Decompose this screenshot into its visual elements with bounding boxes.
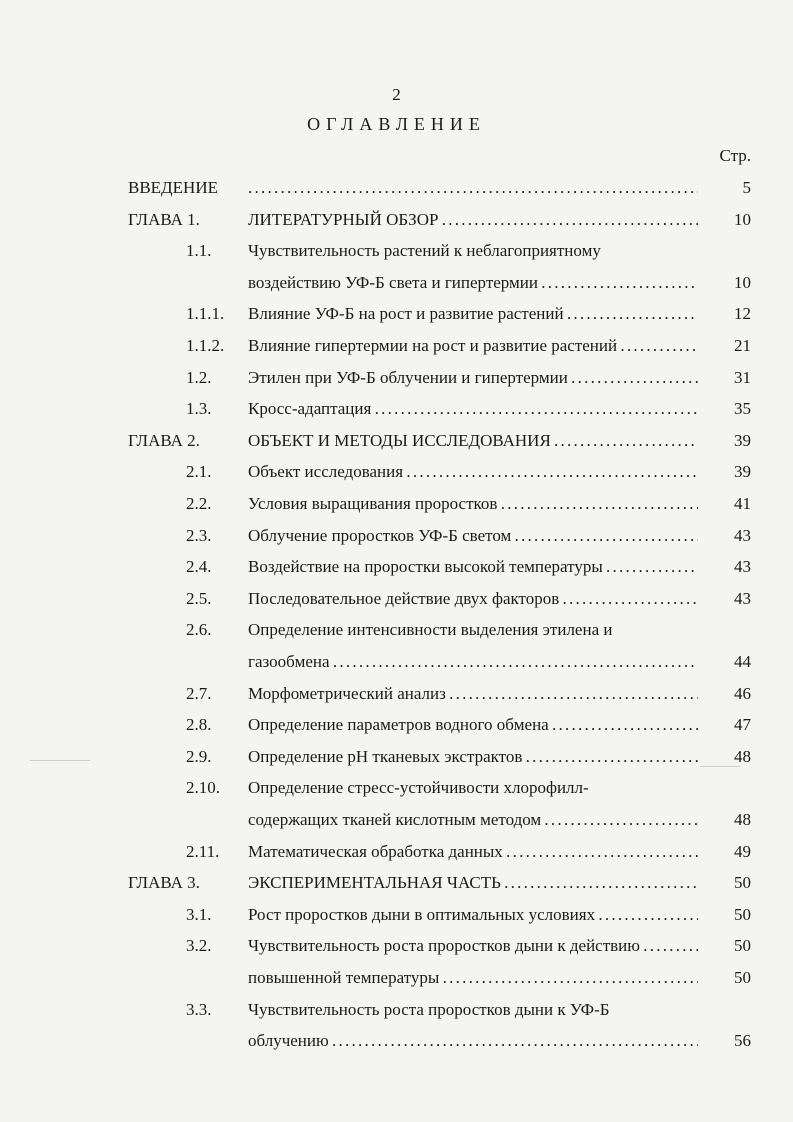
toc-entry-page: 43	[734, 589, 751, 608]
page-column-label: Стр.	[719, 146, 751, 165]
toc-entry-title: Объект исследования . . .	[248, 461, 698, 483]
toc-entry-title: Облучение проростков УФ-Б светом . . .	[248, 525, 698, 547]
toc-entry-number: 3.1.	[186, 905, 212, 924]
toc-entry-title: Определение стресс-устойчивости хлорофилл-	[248, 778, 589, 797]
toc-entry-title: Этилен при УФ-Б облучении и гипертермии . . .	[248, 367, 698, 389]
toc-entry-title: содержащих тканей кислотным методом . . .	[248, 809, 698, 831]
toc-entry-page: 49	[734, 842, 751, 861]
toc-entry-page: 48	[734, 810, 751, 829]
toc-entry-title: Чувствительность роста проростков дыни к УФ-Б	[248, 1000, 610, 1019]
toc-entry-number: 2.5.	[186, 589, 212, 608]
toc-entry-title: Влияние УФ-Б на рост и развитие растений . . .	[248, 303, 698, 325]
toc-entry-title: облучению . . .	[248, 1030, 698, 1052]
toc-row	[0, 935, 793, 965]
toc-entry-title: Условия выращивания проростков . . .	[248, 493, 698, 515]
toc-row	[0, 303, 793, 333]
toc-row	[0, 240, 793, 270]
toc-entry-number: ВВЕДЕНИЕ	[128, 178, 218, 197]
toc-entry-number: 1.3.	[186, 399, 212, 418]
toc-entry-page: 21	[734, 336, 751, 355]
toc-entry-page: 46	[734, 684, 751, 703]
toc-row	[0, 493, 793, 523]
toc-entry-number: 1.1.2.	[186, 336, 225, 355]
toc-row	[0, 714, 793, 744]
toc-entry-page: 5	[742, 178, 751, 197]
toc-entry-number: 3.3.	[186, 1000, 212, 1019]
toc-row	[0, 525, 793, 555]
toc-row	[0, 967, 793, 997]
toc-entry-page: 41	[734, 494, 751, 513]
toc-entry-title	[248, 177, 698, 199]
toc-entry-page: 10	[734, 273, 751, 292]
toc-row	[0, 651, 793, 681]
toc-entry-page: 50	[734, 968, 751, 987]
toc-entry-page: 43	[734, 526, 751, 545]
scan-artifact	[700, 766, 740, 767]
toc-entry-number: 1.1.	[186, 241, 212, 260]
toc-entry-page: 50	[734, 905, 751, 924]
toc-row	[0, 556, 793, 586]
toc-entry-title: газообмена . . .	[248, 651, 698, 673]
toc-row	[0, 367, 793, 397]
scan-artifact	[30, 760, 90, 761]
toc-entry-number: ГЛАВА 3.	[128, 873, 200, 892]
toc-entry-number: 2.9.	[186, 747, 212, 766]
page-number: 2	[392, 85, 401, 104]
toc-entry-page: 39	[734, 431, 751, 450]
toc-entry-page: 31	[734, 368, 751, 387]
toc-entry-page: 43	[734, 557, 751, 576]
toc-entry-page: 50	[734, 873, 751, 892]
toc-entry-number: 2.11.	[186, 842, 220, 861]
toc-entry-number: 1.2.	[186, 368, 212, 387]
toc-row	[0, 335, 793, 365]
toc-entry-number: ГЛАВА 2.	[128, 431, 200, 450]
toc-entry-number: 3.2.	[186, 936, 212, 955]
page-title: ОГЛАВЛЕНИЕ	[307, 114, 486, 134]
toc-row	[0, 619, 793, 649]
toc-row	[0, 999, 793, 1029]
toc-entry-page: 10	[734, 210, 751, 229]
toc-entry-number: 2.2.	[186, 494, 212, 513]
toc-entry-number: 2.4.	[186, 557, 212, 576]
toc-row	[0, 777, 793, 807]
toc-entry-number: 2.3.	[186, 526, 212, 545]
toc-entry-title: Рост проростков дыни в оптимальных условиях . . .	[248, 904, 698, 926]
toc-entry-page: 44	[734, 652, 751, 671]
toc-entry-title: повышенной температуры . . .	[248, 967, 698, 989]
toc-entry-page: 56	[734, 1031, 751, 1050]
toc-entry-title: Определение pH тканевых экстрактов . . .	[248, 746, 698, 768]
toc-entry-title: Чувствительность растений к неблагоприятному	[248, 241, 601, 260]
toc-entry-number: 2.8.	[186, 715, 212, 734]
toc-row	[0, 461, 793, 491]
toc-row	[0, 177, 793, 207]
toc-entry-title: Влияние гипертермии на рост и развитие растений . . .	[248, 335, 698, 357]
toc-row	[0, 209, 793, 239]
toc-entry-title: Воздействие на проростки высокой температуры . . .	[248, 556, 698, 578]
toc-row	[0, 430, 793, 460]
toc-entry-title: Математическая обработка данных . . .	[248, 841, 698, 863]
toc-row	[0, 841, 793, 871]
toc-entry-title: воздействию УФ-Б света и гипертермии . . .	[248, 272, 698, 294]
toc-entry-number: 2.10.	[186, 778, 220, 797]
toc-row	[0, 683, 793, 713]
toc-entry-title: Морфометрический анализ . . .	[248, 683, 698, 705]
toc-row	[0, 272, 793, 302]
toc-entry-title: ОБЪЕКТ И МЕТОДЫ ИССЛЕДОВАНИЯ . . .	[248, 430, 698, 452]
toc-entry-title: Кросс-адаптация . . .	[248, 398, 698, 420]
toc-row	[0, 809, 793, 839]
toc-row	[0, 398, 793, 428]
toc-entry-number: 2.6.	[186, 620, 212, 639]
toc-row	[0, 1030, 793, 1060]
toc-entry-number: 2.7.	[186, 684, 212, 703]
toc-entry-number: ГЛАВА 1.	[128, 210, 200, 229]
toc-entry-title: Определение интенсивности выделения этилена и	[248, 620, 613, 639]
toc-entry-number: 1.1.1.	[186, 304, 225, 323]
toc-entry-title: Определение параметров водного обмена . . .	[248, 714, 698, 736]
toc-entry-page: 48	[734, 747, 751, 766]
toc-row	[0, 588, 793, 618]
toc-entry-title: ЭКСПЕРИМЕНТАЛЬНАЯ ЧАСТЬ . . .	[248, 872, 698, 894]
toc-entry-page: 50	[734, 936, 751, 955]
toc-entry-number: 2.1.	[186, 462, 212, 481]
toc-entry-page: 39	[734, 462, 751, 481]
toc-entry-title: Последовательное действие двух факторов . . .	[248, 588, 698, 610]
toc-entry-page: 47	[734, 715, 751, 734]
toc-row	[0, 872, 793, 902]
toc-entry-title: ЛИТЕРАТУРНЫЙ ОБЗОР . . .	[248, 209, 698, 231]
toc-row	[0, 904, 793, 934]
toc-entry-title: Чувствительность роста проростков дыни к действию . . .	[248, 935, 698, 957]
toc-row	[0, 746, 793, 776]
toc-entry-page: 12	[734, 304, 751, 323]
toc-entry-page: 35	[734, 399, 751, 418]
